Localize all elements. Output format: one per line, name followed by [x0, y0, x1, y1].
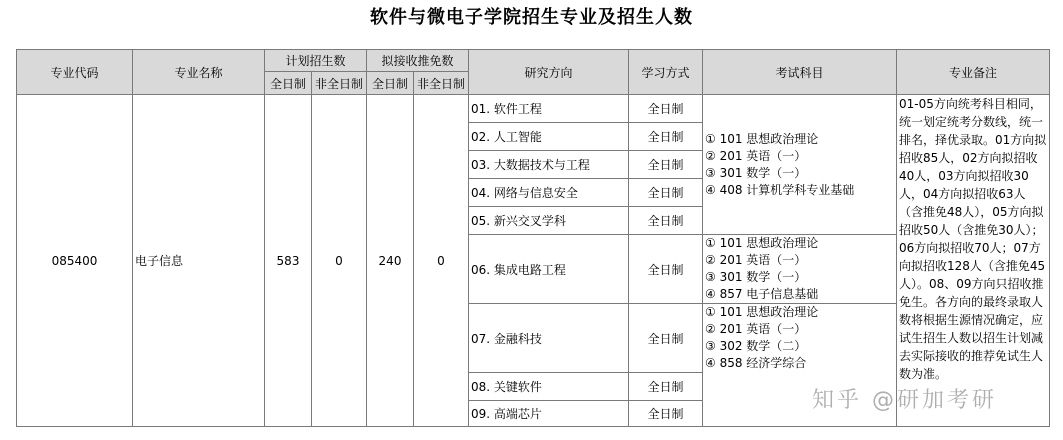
exempt-full-time: 240: [367, 95, 414, 427]
direction-mode: 全日制: [629, 151, 703, 179]
subjects-group-2: [703, 235, 897, 304]
exempt-part-time: 0: [414, 95, 469, 427]
header-plan: 计划招生数: [265, 50, 367, 72]
direction-name: 09. 高端芯片: [469, 401, 629, 427]
direction-mode: 全日制: [629, 373, 703, 401]
subject-line: ① 101 思想政治理论: [705, 131, 819, 146]
header-plan-part-time: 非全日制: [312, 72, 367, 95]
direction-name: 03. 大数据技术与工程: [469, 151, 629, 179]
subjects-group-1: [703, 95, 897, 235]
major-code: 085400: [17, 95, 133, 427]
header-exempt: 拟接收推免数: [367, 50, 469, 72]
major-name: 电子信息: [133, 95, 265, 427]
header-exempt-part-time: 非全日制: [414, 72, 469, 95]
header-plan-full-time: 全日制: [265, 72, 312, 95]
subject-line: ④ 408 计算机学科专业基础: [705, 182, 855, 197]
direction-name: 04. 网络与信息安全: [469, 179, 629, 207]
direction-mode: 全日制: [629, 235, 703, 304]
subject-line: ① 101 思想政治理论: [705, 236, 819, 250]
direction-mode: 全日制: [629, 207, 703, 235]
header-code: 专业代码: [17, 50, 133, 95]
direction-name: 01. 软件工程: [469, 95, 629, 123]
header-remark: 专业备注: [897, 50, 1050, 95]
subject-line: ④ 858 经济学综合: [705, 356, 807, 370]
header-study-mode: 学习方式: [629, 50, 703, 95]
direction-mode: 全日制: [629, 123, 703, 151]
subject-line: ② 201 英语（一）: [705, 322, 807, 336]
plan-full-time: 583: [265, 95, 312, 427]
subject-line: ② 201 英语（一）: [705, 148, 807, 163]
remark-text: 01-05方向统考科目相同，统一划定统考分数线，统一排名，择优录取。01方向拟招收85人，02方向拟招收40人，03方向拟招收30人，04方向拟招收63人（含推免48人），05方向拟招收50人（含推免30人）；06方向拟招收70人；07方向拟招收128人（含推免45人）。08、09方向只招收推免生。各方向的最终录取人数将根据生源情况确定，应试生招生人数以招生计划减去实际接收的推荐免试生人数为准。: [899, 97, 1047, 381]
header-name: 专业名称: [133, 50, 265, 95]
remark-cell: [897, 95, 1050, 427]
direction-mode: 全日制: [629, 304, 703, 373]
admissions-table: [16, 49, 1050, 427]
header-subjects: 考试科目: [703, 50, 897, 95]
header-exempt-full-time: 全日制: [367, 72, 414, 95]
direction-name: 08. 关键软件: [469, 373, 629, 401]
direction-mode: 全日制: [629, 95, 703, 123]
direction-name: 05. 新兴交叉学科: [469, 207, 629, 235]
subject-line: ③ 302 数学（二）: [705, 339, 807, 353]
header-direction: 研究方向: [469, 50, 629, 95]
page-title: 软件与微电子学院招生专业及招生人数: [370, 7, 693, 28]
direction-mode: 全日制: [629, 179, 703, 207]
subject-line: ④ 857 电子信息基础: [705, 287, 819, 301]
watermark: 知乎 @研加考研: [812, 388, 997, 413]
subject-line: ① 101 思想政治理论: [705, 305, 819, 319]
direction-name: 07. 金融科技: [469, 304, 629, 373]
subject-line: ③ 301 数学（一）: [705, 165, 807, 180]
plan-part-time: 0: [312, 95, 367, 427]
subject-line: ③ 301 数学（一）: [705, 270, 807, 284]
direction-name: 02. 人工智能: [469, 123, 629, 151]
direction-mode: 全日制: [629, 401, 703, 427]
subject-line: ② 201 英语（一）: [705, 253, 807, 267]
direction-name: 06. 集成电路工程: [469, 235, 629, 304]
